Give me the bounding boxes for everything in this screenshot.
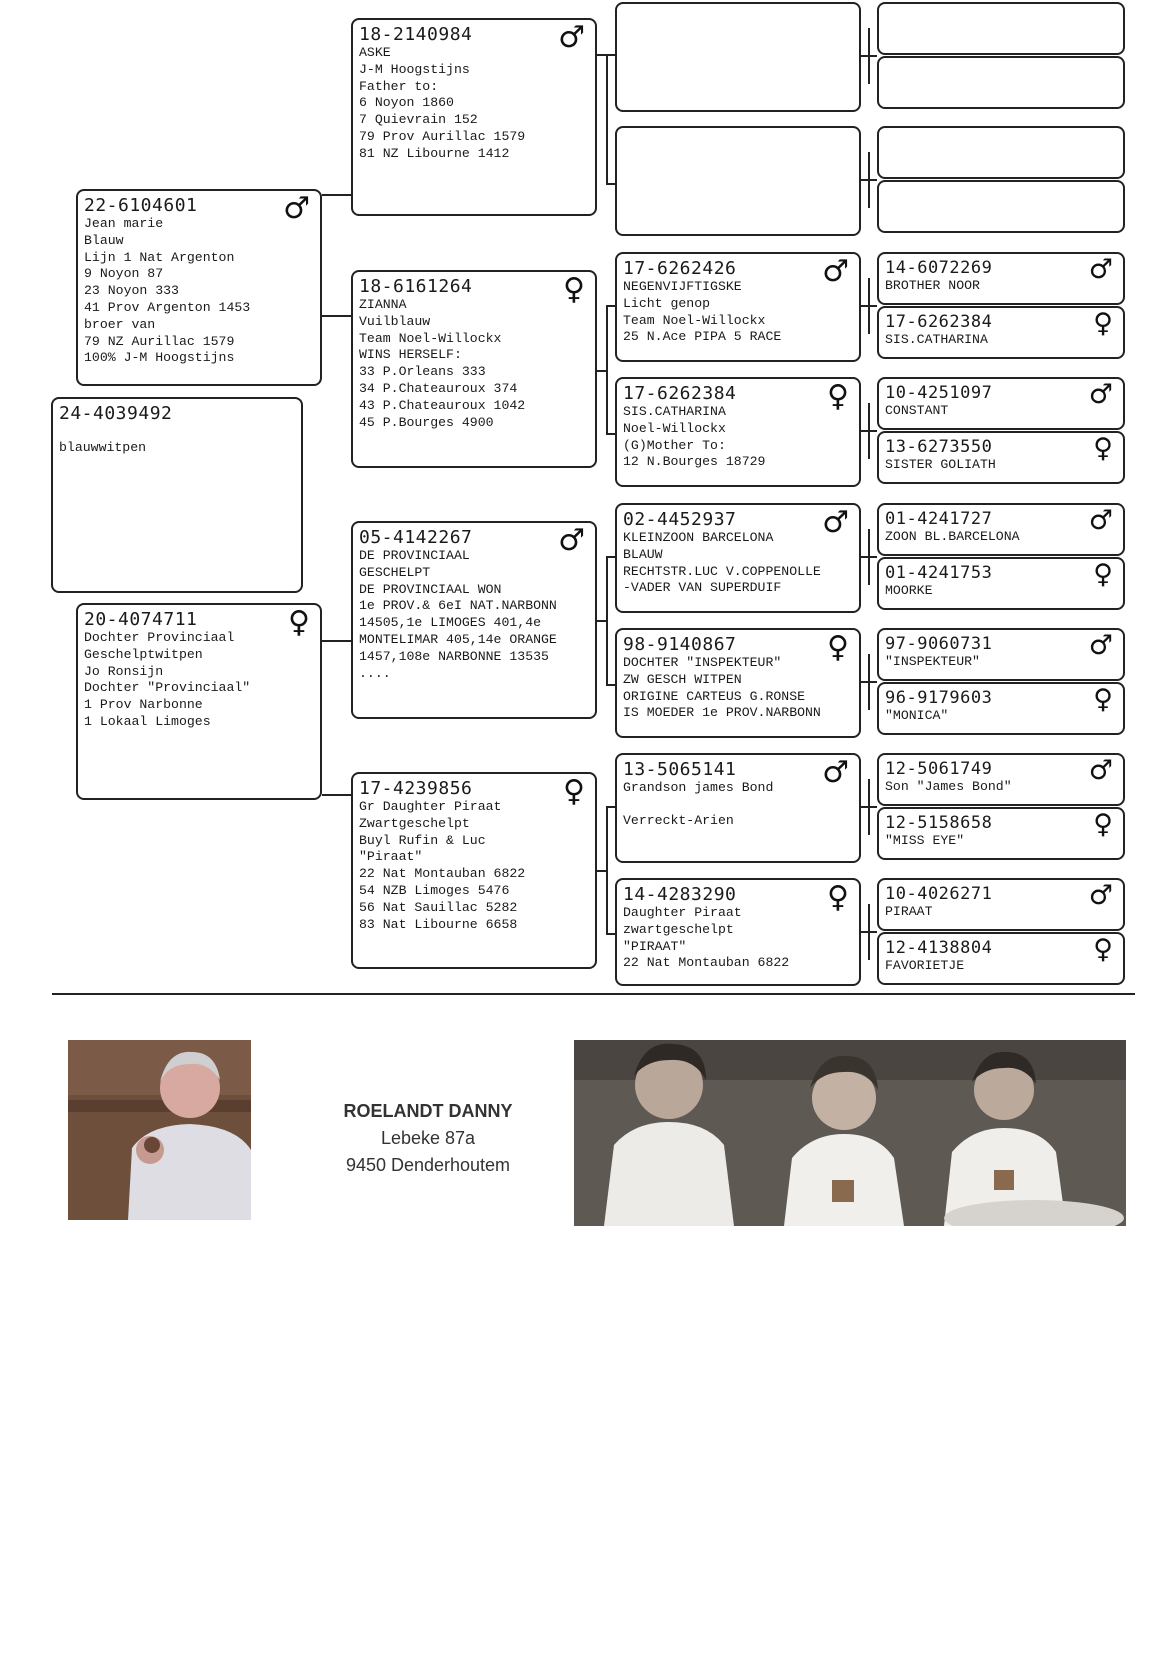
ring-number: 14-4283290: [623, 884, 737, 905]
ring-number: 97-9060731: [885, 634, 993, 654]
info-line: SISTER GOLIATH: [885, 457, 996, 472]
info-line: Verreckt-Arien: [623, 812, 734, 828]
pedigree-card-g15: [877, 878, 1125, 931]
connector-line: [606, 433, 615, 435]
connector-line: [606, 806, 615, 808]
pedigree-card-g14: [877, 807, 1125, 860]
male-symbol-icon: ♂: [558, 523, 585, 558]
connector-line: [861, 681, 877, 683]
info-line: 43 P.Chateauroux 1042: [359, 397, 526, 413]
connector-line: [606, 56, 608, 185]
female-symbol-icon: ♀: [827, 880, 849, 915]
pedigree-card-g9: [877, 503, 1125, 556]
info-line: SIS.CATHARINA: [623, 404, 726, 419]
ring-number: 17-6262426: [623, 258, 737, 279]
male-symbol-icon: ♂: [822, 254, 849, 289]
ring-number: 10-4026271: [885, 884, 993, 904]
male-symbol-icon: ♂: [283, 191, 310, 226]
athletes-photo: [574, 1040, 1126, 1226]
info-line: Blauw: [84, 232, 124, 248]
pedigree-card-g5: [877, 252, 1125, 305]
pedigree-card-fff: [615, 2, 861, 112]
pedigree-card-g7: [877, 377, 1125, 430]
owner-photo-illustration: [68, 1040, 251, 1220]
connector-line: [322, 315, 351, 317]
info-line: 1457,108e NARBONNE 13535: [359, 648, 549, 664]
pedigree-card-mmf: [615, 753, 861, 863]
info-line: ASKE: [359, 45, 391, 60]
info-line: "INSPEKTEUR": [885, 654, 980, 669]
pedigree-card-mff: [615, 503, 861, 613]
info-line: 12 N.Bourges 18729: [623, 454, 766, 470]
ring-number: 22-6104601: [84, 195, 198, 216]
female-symbol-icon: ♀: [288, 605, 310, 640]
connector-line: [606, 806, 608, 935]
pedigree-card-fm: [351, 270, 597, 468]
info-line: Vuilblauw: [359, 313, 431, 329]
pedigree-card-g16: [877, 932, 1125, 985]
info-line: 45 P.Bourges 4900: [359, 414, 494, 430]
info-line: DOCHTER "INSPEKTEUR": [623, 655, 782, 670]
connector-line: [606, 684, 615, 686]
info-line: 56 Nat Sauillac 5282: [359, 899, 518, 915]
info-line: ZIANNA: [359, 297, 407, 312]
info-line: ORIGINE CARTEUS G.RONSE: [623, 688, 806, 704]
ring-number: 24-4039492: [59, 403, 173, 424]
info-line: 83 Nat Libourne 6658: [359, 916, 518, 932]
ring-number: 17-4239856: [359, 778, 473, 799]
pedigree-card-g4: [877, 180, 1125, 233]
info-line: "PIRAAT": [623, 938, 687, 954]
pedigree-card-fmf: [615, 252, 861, 362]
pedigree-card-g13: [877, 753, 1125, 806]
pedigree-card-mother: [76, 603, 322, 800]
info-line: Gr Daughter Piraat: [359, 799, 502, 814]
female-symbol-icon: ♀: [1093, 559, 1113, 590]
female-symbol-icon: ♀: [1093, 684, 1113, 715]
info-line: BROTHER NOOR: [885, 278, 980, 293]
info-line: Team Noel-Willockx: [623, 312, 766, 328]
connector-line: [861, 556, 877, 558]
connector-line: [322, 640, 351, 642]
info-line: RECHTSTR.LUC V.COPPENOLLE: [623, 563, 821, 579]
male-symbol-icon: ♂: [1088, 880, 1113, 911]
info-line: Lijn 1 Nat Argenton: [84, 249, 235, 265]
info-line: Noel-Willockx: [623, 420, 726, 436]
info-line: MOORKE: [885, 583, 933, 598]
male-symbol-icon: ♂: [1088, 379, 1113, 410]
connector-line: [597, 54, 615, 56]
info-line: 1 Lokaal Limoges: [84, 713, 211, 729]
pedigree-card-g3: [877, 126, 1125, 179]
info-line: broer van: [84, 316, 156, 332]
info-line: ZOON BL.BARCELONA: [885, 529, 1020, 544]
connector-line: [606, 305, 608, 435]
info-line: DE PROVINCIAAL: [359, 548, 470, 563]
connector-line: [861, 806, 877, 808]
pedigree-card-ffm: [615, 126, 861, 236]
info-line: (G)Mother To:: [623, 437, 726, 453]
female-symbol-icon: ♀: [1093, 308, 1113, 339]
connector-line: [597, 370, 606, 372]
info-line: SIS.CATHARINA: [885, 332, 988, 347]
pedigree-card-g1: [877, 2, 1125, 55]
info-line: zwartgeschelpt: [623, 921, 734, 937]
ring-number: 98-9140867: [623, 634, 737, 655]
pedigree-card-g11: [877, 628, 1125, 681]
info-line: Father to:: [359, 78, 439, 94]
female-symbol-icon: ♀: [1093, 433, 1113, 464]
ring-number: 10-4251097: [885, 383, 993, 403]
info-line: blauwwitpen: [59, 440, 147, 455]
info-line: Dochter "Provinciaal": [84, 680, 251, 696]
male-symbol-icon: ♂: [1088, 755, 1113, 786]
info-line: DE PROVINCIAAL WON: [359, 581, 502, 597]
ring-number: 12-5158658: [885, 813, 993, 833]
info-line: 6 Noyon 1860: [359, 95, 454, 111]
pedigree-card-mm: [351, 772, 597, 969]
connector-line: [606, 556, 608, 686]
athletes-photo-illustration: [574, 1040, 1126, 1226]
connector-line: [861, 305, 877, 307]
female-symbol-icon: ♀: [827, 630, 849, 665]
info-line: 100% J-M Hoogstijns: [84, 350, 235, 366]
connector-line: [606, 556, 615, 558]
info-line: GESCHELPT: [359, 564, 431, 580]
connector-line: [606, 305, 615, 307]
male-symbol-icon: ♂: [1088, 505, 1113, 536]
female-symbol-icon: ♀: [827, 379, 849, 414]
ring-number: 01-4241727: [885, 509, 993, 529]
info-line: Zwartgeschelpt: [359, 815, 470, 831]
info-line: 54 NZB Limoges 5476: [359, 882, 510, 898]
info-line: 81 NZ Libourne 1412: [359, 145, 510, 161]
ring-number: 18-2140984: [359, 24, 473, 45]
owner-name: ROELANDT DANNY: [343, 1101, 513, 1121]
pedigree-card-g12: [877, 682, 1125, 735]
male-symbol-icon: ♂: [558, 20, 585, 55]
ring-number: 02-4452937: [623, 509, 737, 530]
info-line: Team Noel-Willockx: [359, 330, 502, 346]
info-line: ....: [359, 665, 391, 681]
info-line: Jo Ronsijn: [84, 663, 164, 679]
info-line: J-M Hoogstijns: [359, 61, 470, 77]
female-symbol-icon: ♀: [1093, 809, 1113, 840]
info-line: KLEINZOON BARCELONA: [623, 530, 774, 545]
ring-number: 96-9179603: [885, 688, 993, 708]
info-line: NEGENVIJFTIGSKE: [623, 279, 742, 294]
female-symbol-icon: ♀: [563, 272, 585, 307]
info-line: 79 Prov Aurillac 1579: [359, 128, 526, 144]
ring-number: 20-4074711: [84, 609, 198, 630]
info-line: "Piraat": [359, 849, 423, 865]
male-symbol-icon: ♂: [1088, 254, 1113, 285]
info-line: Daughter Piraat: [623, 905, 742, 920]
ring-number: 13-6273550: [885, 437, 993, 457]
info-line: 22 Nat Montauban 6822: [359, 866, 526, 882]
owner-card: [315, 1080, 541, 1190]
ring-number: 12-4138804: [885, 938, 993, 958]
info-line: 25 N.Ace PIPA 5 RACE: [623, 329, 782, 345]
connector-line: [322, 794, 351, 796]
connector-line: [861, 179, 877, 181]
info-line: IS MOEDER 1e PROV.NARBONN: [623, 705, 821, 721]
info-line: 7 Quievrain 152: [359, 112, 478, 128]
male-symbol-icon: ♂: [822, 755, 849, 790]
connector-line: [606, 183, 615, 185]
pedigree-card-g10: [877, 557, 1125, 610]
pedigree-card-g8: [877, 431, 1125, 484]
info-line: Son "James Bond": [885, 779, 1012, 794]
info-line: [623, 797, 853, 813]
ring-number: 17-6262384: [885, 312, 993, 332]
info-line: Jean marie: [84, 216, 164, 231]
info-line: PIRAAT: [885, 904, 933, 919]
male-symbol-icon: ♂: [1088, 630, 1113, 661]
female-symbol-icon: ♀: [563, 774, 585, 809]
info-line: CONSTANT: [885, 403, 949, 418]
pedigree-card-mfm: [615, 628, 861, 738]
owner-photo: [68, 1040, 251, 1220]
ring-number: 14-6072269: [885, 258, 993, 278]
info-line: BLAUW: [623, 546, 663, 562]
pedigree-card-subject: [51, 397, 303, 593]
ring-number: 18-6161264: [359, 276, 473, 297]
owner-city: 9450 Denderhoutem: [345, 1155, 511, 1175]
info-line: MONTELIMAR 405,14e ORANGE: [359, 631, 557, 647]
info-line: -VADER VAN SUPERDUIF: [623, 580, 782, 596]
ring-number: 12-5061749: [885, 759, 993, 779]
info-line: Geschelptwitpen: [84, 646, 203, 662]
pedigree-card-g2: [877, 56, 1125, 109]
owner-street: Lebeke 87a: [380, 1128, 476, 1148]
info-line: 34 P.Chateauroux 374: [359, 380, 518, 396]
pedigree-card-mmm: [615, 878, 861, 986]
info-line: Licht genop: [623, 295, 711, 311]
info-line: Dochter Provinciaal: [84, 630, 235, 645]
female-symbol-icon: ♀: [1093, 934, 1113, 965]
connector-line: [606, 933, 615, 935]
pedigree-card-father: [76, 189, 322, 386]
connector-line: [861, 55, 877, 57]
connector-line: [322, 194, 351, 196]
male-symbol-icon: ♂: [822, 505, 849, 540]
info-line: 22 Nat Montauban 6822: [623, 955, 790, 971]
ring-number: 05-4142267: [359, 527, 473, 548]
section-divider: [52, 993, 1135, 995]
connector-line: [861, 430, 877, 432]
info-line: "MISS EYE": [885, 833, 965, 848]
info-line: ZW GESCH WITPEN: [623, 671, 742, 687]
info-line: FAVORIETJE: [885, 958, 965, 973]
pedigree-card-mf: [351, 521, 597, 719]
info-line: 14505,1e LIMOGES 401,4e: [359, 615, 542, 631]
connector-line: [861, 931, 877, 933]
pedigree-card-fmm: [615, 377, 861, 487]
info-line: 1 Prov Narbonne: [84, 697, 203, 713]
info-line: 79 NZ Aurillac 1579: [84, 333, 235, 349]
info-line: 9 Noyon 87: [84, 266, 164, 282]
connector-line: [597, 620, 606, 622]
connector-line: [597, 870, 606, 872]
ring-number: 17-6262384: [623, 383, 737, 404]
info-line: 1e PROV.& 6eI NAT.NARBONN: [359, 598, 557, 614]
info-line: 41 Prov Argenton 1453: [84, 299, 251, 315]
ring-number: 01-4241753: [885, 563, 993, 583]
pedigree-card-g6: [877, 306, 1125, 359]
info-line: "MONICA": [885, 708, 949, 723]
info-line: Buyl Rufin & Luc: [359, 832, 486, 848]
info-line: 33 P.Orleans 333: [359, 364, 486, 380]
info-line: 23 Noyon 333: [84, 283, 179, 299]
ring-number: 13-5065141: [623, 759, 737, 780]
pedigree-card-ff: [351, 18, 597, 216]
info-line: Grandson james Bond: [623, 780, 774, 795]
info-line: WINS HERSELF:: [359, 347, 462, 363]
